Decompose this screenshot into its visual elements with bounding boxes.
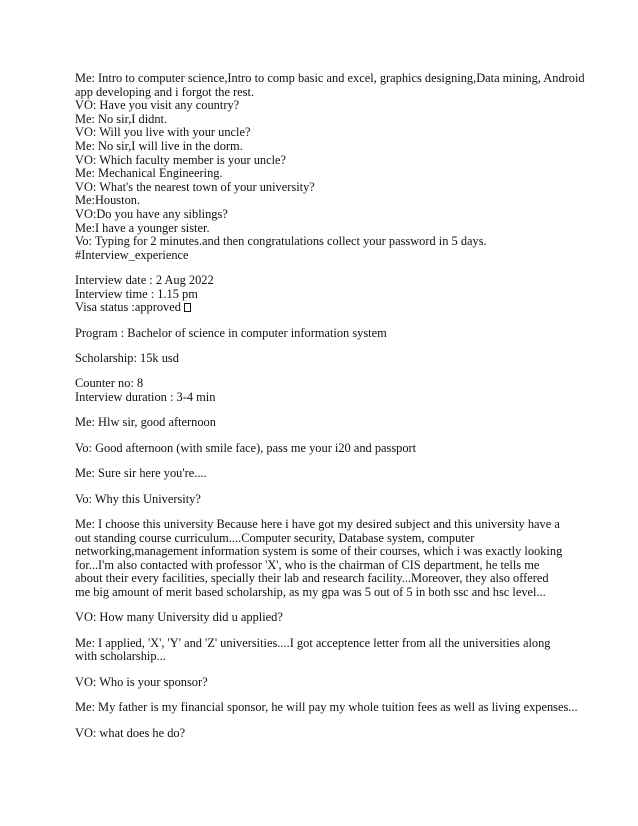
transcript-line: Me:Houston. bbox=[75, 193, 141, 208]
transcript-line: Me: Mechanical Engineering. bbox=[75, 166, 223, 181]
transcript-line: VO:Do you have any siblings? bbox=[75, 206, 228, 221]
dialogue-line: Me: Sure sir here you're.... bbox=[75, 466, 207, 481]
interview-duration: Interview duration : 3-4 min bbox=[75, 390, 216, 405]
dialogue-line: Vo: Good afternoon (with smile face), pass me your i20 and passport bbox=[75, 440, 417, 455]
missing-glyph-icon bbox=[184, 303, 191, 312]
counter-number: Counter no: 8 bbox=[75, 376, 144, 391]
transcript-line: VO: Have you visit any country? bbox=[75, 98, 240, 113]
dialogue-paragraph: Me: I applied, 'X', 'Y' and 'Z' universities....I got acceptence letter from all the universities along with scholarship... bbox=[75, 635, 551, 664]
transcript-line: Me:I have a younger sister. bbox=[75, 220, 210, 235]
interview-time: Interview time : 1.15 pm bbox=[75, 286, 198, 301]
dialogue-line: VO: Who is your sponsor? bbox=[75, 674, 208, 689]
dialogue-line: VO: How many University did u applied? bbox=[75, 610, 283, 625]
transcript-line: VO: Which faculty member is your uncle? bbox=[75, 152, 287, 167]
transcript-line: Me: Intro to computer science,Intro to comp basic and excel, graphics designing,Data mining, Android bbox=[75, 71, 585, 85]
transcript-line: VO: What's the nearest town of your university? bbox=[75, 179, 315, 194]
transcript-line: app developing and i forgot the rest. bbox=[75, 84, 255, 99]
dialogue-line: VO: what does he do? bbox=[75, 725, 186, 740]
transcript-line: VO: Will you live with your uncle? bbox=[75, 125, 251, 140]
document-page bbox=[75, 71, 585, 740]
program: Program : Bachelor of science in computer information system bbox=[75, 325, 387, 340]
dialogue-line: Vo: Why this University? bbox=[75, 491, 201, 506]
visa-status-row bbox=[75, 301, 565, 315]
transcript-line: Me: No sir,I didnt. bbox=[75, 111, 168, 126]
transcript-line: Vo: Typing for 2 minutes.and then congratulations collect your password in 5 days. bbox=[75, 234, 487, 249]
transcript-line: Me: No sir,I will live in the dorm. bbox=[75, 138, 243, 153]
dialogue-paragraph: Me: I choose this university Because here i have got my desired subject and this university have a out standing course curriculum....Computer security, Database system, computer networking,management information system is some of their courses, which i was exactly looking for...I'm also contacted with professor 'X', who is the chairman of CIS department, he tells me about their every facilities, specially their lab and research facility...Moreover, they also offered me big amount of merit based scholarship, as my gpa was 5 out of 5 in both ssc and hsc level... bbox=[75, 517, 563, 599]
interview-date: Interview date : 2 Aug 2022 bbox=[75, 273, 214, 288]
hashtag-line: #Interview_experience bbox=[75, 247, 189, 262]
visa-status: Visa status :approved bbox=[75, 300, 181, 315]
dialogue-line: Me: My father is my financial sponsor, he will pay my whole tuition fees as well as living expenses... bbox=[75, 700, 578, 715]
dialogue-line: Me: Hlw sir, good afternoon bbox=[75, 415, 216, 430]
scholarship: Scholarship: 15k usd bbox=[75, 351, 179, 366]
